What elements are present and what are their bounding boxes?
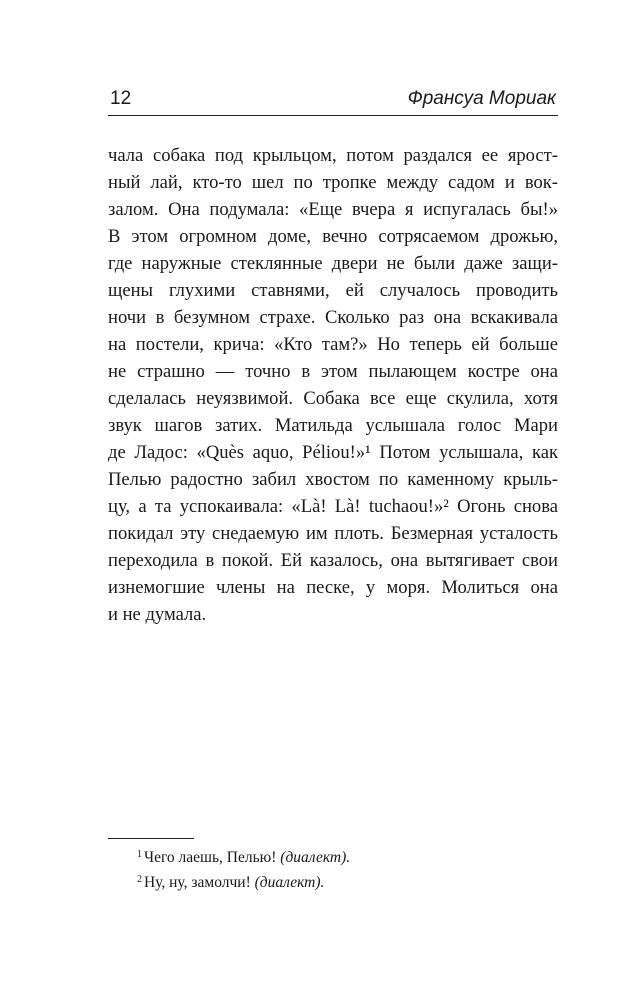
text-line: ный лай, кто-то шел по тропке между садом и вок-: [108, 172, 558, 193]
text-line: цу, а та успокаивала: «Là! Là! tuchaou!»² Огонь снова: [108, 496, 558, 517]
footnotes: [137, 844, 557, 894]
text-line: В этом огромном доме, вечно сотрясаемом дрожью,: [108, 226, 558, 247]
footnote-marker: 1: [137, 849, 142, 860]
text-line: на постели, крича: «Кто там?» Но теперь ей больше: [108, 334, 558, 355]
text-line: звук шагов затих. Матильда услышала голос Мари: [108, 415, 558, 436]
text-line: и не думала.: [108, 604, 207, 625]
footnote-note: (диалект).: [280, 849, 351, 866]
text-line: ночи в безумном страхе. Сколько раз она вскакивала: [108, 307, 558, 328]
body-text: [108, 142, 558, 628]
footnote: [137, 844, 557, 869]
text-line: залом. Она подумала: «Еще вчера я испугалась бы!»: [108, 199, 558, 220]
footnote-text: Чего лаешь, Пелью!: [144, 849, 281, 866]
text-line: Пелью радостно забил хвостом по каменному крыль-: [108, 469, 558, 490]
header-rule: [108, 115, 558, 116]
running-head: [108, 82, 558, 116]
text-line: сделалась неуязвимой. Собака все еще скулила, хотя: [108, 388, 558, 409]
footnote-marker: 2: [137, 874, 142, 885]
text-line: изнемогшие члены на песке, у моря. Молиться она: [108, 577, 558, 598]
footnote-text: Ну, ну, замолчи!: [144, 874, 255, 891]
text-line: переходила в покой. Ей казалось, она вытягивает свои: [108, 550, 558, 571]
text-line: где наружные стеклянные двери не были даже защи-: [108, 253, 558, 274]
text-line: чала собака под крыльцом, потом раздался ее ярост-: [108, 145, 558, 166]
text-line: щены глухими ставнями, ей случалось проводить: [108, 280, 558, 301]
footnote-rule: [108, 838, 194, 839]
text-line: покидал эту снедаемую им плоть. Безмерная усталость: [108, 523, 558, 544]
text-line: де Ладос: «Quès aquo, Péliou!»¹ Потом услышала, как: [108, 442, 558, 463]
footnote-note: (диалект).: [254, 874, 325, 891]
author-name: Франсуа Мориак: [407, 88, 556, 109]
footnote: [137, 869, 557, 894]
text-line: не страшно — точно в этом пылающем костре она: [108, 361, 558, 382]
page-number: 12: [110, 88, 132, 109]
